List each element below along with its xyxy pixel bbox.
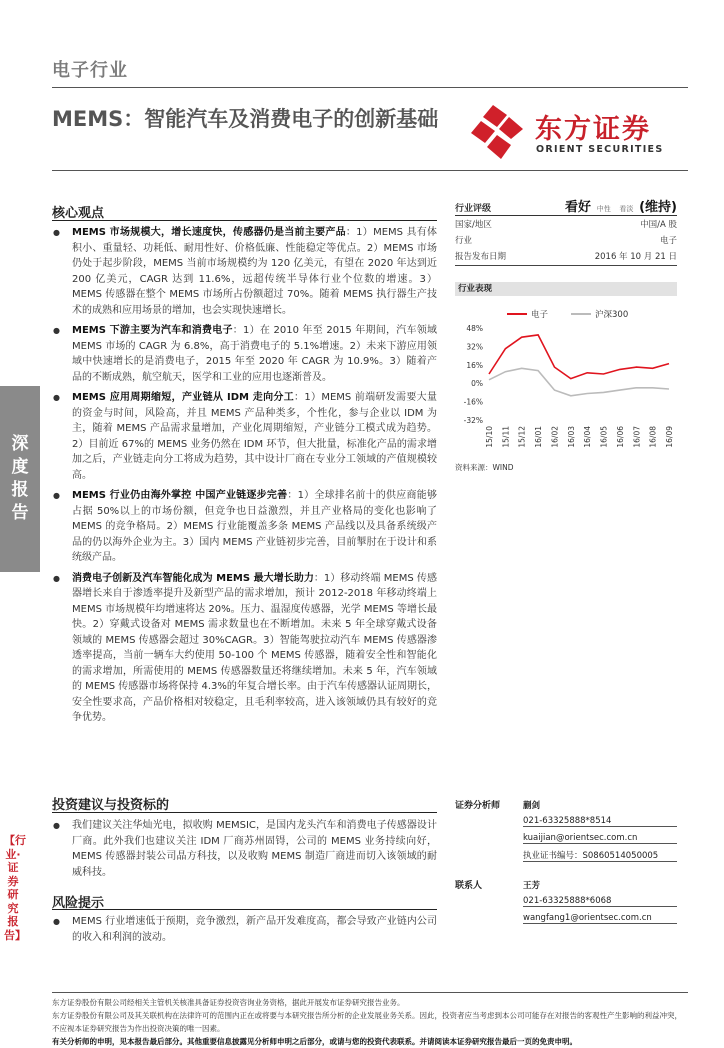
x-tick-label: 16/03 (566, 426, 576, 448)
x-tick-label: 16/04 (583, 426, 593, 448)
top-divider (52, 87, 688, 88)
x-tick-label: 16/01 (534, 426, 544, 448)
industry-label: 电子行业 (52, 60, 128, 81)
y-tick-label: -32% (463, 416, 483, 425)
analyst-row: 021-63325888*8514 (455, 813, 677, 830)
report-category-tag: 【行业·证券研究报告】 (4, 834, 26, 942)
y-tick-label: -16% (463, 397, 483, 407)
risk-heading: 风险提示 (52, 896, 105, 911)
x-tick-label: 15/11 (501, 426, 511, 448)
rating-maintain: (维持) (639, 200, 677, 215)
core-divider (52, 220, 437, 221)
performance-chart (455, 300, 677, 460)
x-tick-label: 15/10 (485, 426, 494, 448)
info-row: 报告发布日期 2016 年 10 月 21 日 (455, 250, 677, 266)
chart-source: 资料来源：WIND (455, 463, 514, 472)
analyst-row: kuaijian@orientsec.com.cn (455, 830, 677, 847)
contact-row: wangfang1@orientsec.com.cn (455, 910, 677, 927)
invest-divider (52, 812, 437, 813)
risk-divider (52, 909, 437, 910)
legend-label: 沪深300 (595, 310, 629, 320)
footer-line: 有关分析师的申明，见本报告最后部分。其他重要信息披露见分析师申明之后部分，或请与您的投资代表联系。并请阅读本证券研究报告最后一页的免责申明。 (52, 1037, 577, 1046)
contact-row: 021-63325888*6068 (455, 893, 677, 910)
company-logo (463, 103, 683, 163)
core-item: ● MEMS 行业仍由海外掌控 中国产业链逐步完善：1）全球排名前十的供应商能够占据 50%以上的市场份额，但竞争也日益激烈，并且产业格局的变化也影响了 MEMS 的竞争格局。2）MEMS 行业能覆盖多条 MEMS 产品线以及具备系统级产品的仍以海外企业为主。3）国内 MEMS 产业链初步完善，目前掣肘在于设计和系统级产品。 (52, 488, 437, 566)
performance-heading: 行业表现 (455, 282, 677, 296)
rating-label: 行业评级 (455, 204, 492, 214)
x-tick-label: 16/05 (599, 426, 609, 448)
rating-option: 中性 (596, 205, 611, 213)
title-divider (52, 170, 688, 171)
core-heading: 核心观点 (52, 206, 105, 221)
core-item: ● MEMS 市场规模大，增长速度快，传感器仍是当前主要产品：1）MEMS 具有体积小、重量轻、功耗低、耐用性好、价格低廉、性能稳定等优点。2）MEMS 市场仍处于起步阶段，MEMS 当前市场规模约为 120 亿美元，有望在 2020 年达到近 200 亿美元，CAGR 达到 11.6%，远超传统半导体行业个位数的增速。3）MEMS 传感器在整个 MEMS 市场所占份额超过 70%。随着 MEMS 执行器生产技术的成熟和应用场景的增加，也会实现快速增长。 (52, 225, 437, 318)
logo-mark-icon (463, 103, 529, 163)
info-row: 行业 电子 (455, 236, 677, 246)
invest-heading: 投资建议与投资标的 (52, 798, 170, 813)
report-type-tab: 深度报告 (0, 386, 40, 572)
y-tick-label: 0% (471, 379, 483, 389)
invest-item: ● 我们建议关注华灿光电，拟收购 MEMSIC，是国内龙头汽车和消费电子传感器设计厂商。此外我们也建议关注 IDM 厂商苏州固锝，公司的 MEMS 业务持续向好，MEMS 传感器封装公司晶方科技，以及收购 MEMS 制造厂商进而切入该领域的耐威科技。 (52, 818, 437, 880)
core-item: ● MEMS 下游主要为汽车和消费电子：1）在 2010 年至 2015 年期间，汽车领域 MEMS 市场的 CAGR 为 6.8%，高于消费电子的 5.1%增速。2）未来下游应用领域中快速增长的是消费电子，2015 年至 2020 年 CAGR 为 10.9%。3）随着产品的不断成熟，航空航天，医学和工业的应用也逐渐普及。 (52, 323, 437, 385)
x-tick-label: 15/12 (517, 426, 527, 448)
legend-label: 电子 (531, 310, 549, 320)
series-line (489, 335, 669, 379)
core-list (52, 225, 437, 731)
x-tick-label: 16/02 (550, 426, 560, 448)
footer-line: 东方证券股份有限公司及其关联机构在法律许可的范围内正在或将要与本研究报告所分析的企业发展业务关系。因此，投资者应当考虑到本公司可能存在对报告的客观性产生影响的利益冲突，不应视本证券研究报告为作出投资决策的唯一因素。 (52, 1011, 682, 1033)
rating-option: 看淡 (619, 205, 634, 213)
rating-row (455, 196, 677, 216)
invest-list (52, 818, 437, 885)
y-tick-label: 16% (466, 360, 483, 370)
y-tick-label: 48% (466, 324, 483, 333)
rating-table (455, 196, 677, 266)
logo-text-en: ORIENT SECURITIES (536, 144, 664, 155)
analyst-row: 执业证书编号：S0860514050005 (455, 847, 677, 864)
disclaimer-footer (52, 992, 688, 1048)
contact-row: 联系人 王芳 (455, 880, 541, 891)
page-title: MEMS：智能汽车及消费电子的创新基础 (52, 107, 439, 131)
analyst-block (455, 796, 677, 927)
logo-text-cn: 东方证券 (535, 114, 651, 145)
core-item: ● 消费电子创新及汽车智能化成为 MEMS 最大增长助力：1）移动终端 MEMS 传感器增长来自于渗透率提升及新型产品的需求增加，预计 2012-2018 年移动终端上 MEMS 市场规模年均增速将达 20%。压力、温湿度传感器，光学 MEMS 等增长最快。2）穿戴式设备对 MEMS 需求数量也在不断增加。未来 5 年全球穿戴式设备领域的 MEMS 传感器会超过 30%CAGR。3）智能驾驶拉动汽车 MEMS 传感器渗透率提高，当前一辆车大约使用 50-100 个 MEMS 传感器，随着安全性和智能化的需求增加，所需使用的 MEMS 传感器数量还将继续增加。未来 5 年，汽车领域的 MEMS 传感器市场将保持 4.3%的年复合增长率。由于汽车传感器认证周期长，安全性要求高，产品价格相对较稳定，且毛利率较高，进入该领域仍具有较好的竞争优势。 (52, 571, 437, 726)
x-tick-label: 16/07 (632, 426, 642, 448)
info-row: 国家/地区 中国/A 股 (455, 220, 677, 230)
series-line (489, 368, 669, 396)
risk-list (52, 914, 437, 950)
y-tick-label: 32% (466, 342, 483, 352)
rating-value: 看好 (564, 200, 591, 215)
core-item: ● MEMS 应用周期缩短，产业链从 IDM 走向分工：1）MEMS 前端研发需要大量的资金与时间，风险高，并且 MEMS 产品种类多，个性化，参与企业以 IDM 为主，随着 MEMS 产品需求量增加，产业化周期缩短，产业链分工模式成为趋势。2）目前近 67%的 MEMS 业务仍然在 IDM 环节，但大批量，标准化产品的需求增加之后，产业链走向分工将成为趋势，其中设计厂商在专业分工领域的产值规模较高。 (52, 390, 437, 483)
x-tick-label: 16/08 (648, 426, 658, 448)
x-tick-label: 16/06 (615, 426, 625, 448)
risk-item: ● MEMS 行业增速低于预期，竞争激烈，新产品开发难度高，都会导致产业链内公司的收入和利润的波动。 (52, 914, 437, 945)
footer-line: 东方证券股份有限公司经相关主管机关核准具备证券投资咨询业务资格，据此开展发布证券研究报告业务。 (52, 998, 405, 1007)
analyst-row: 证券分析师 蒯剑 (455, 800, 541, 811)
x-tick-label: 16/09 (665, 426, 674, 448)
